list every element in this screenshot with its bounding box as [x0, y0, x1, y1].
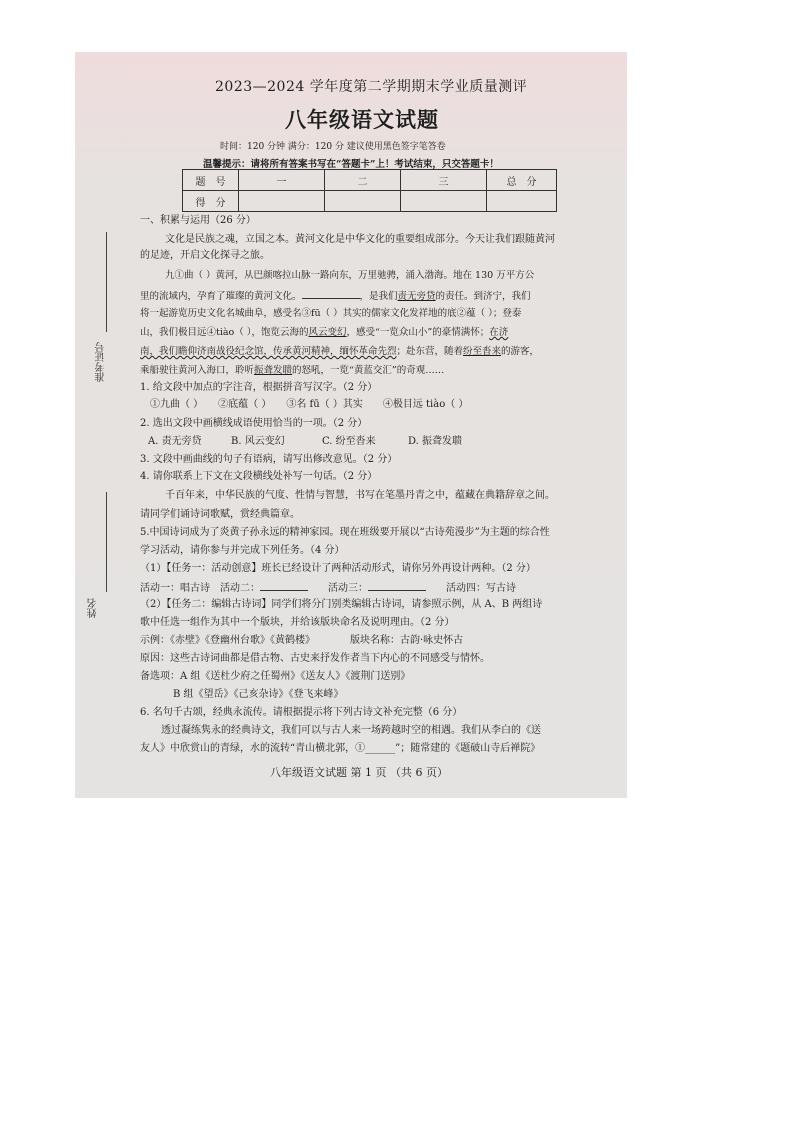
exam-meta: 时间：120 分钟 满分：120 分 建议使用黑色签字笔答卷 [220, 142, 446, 152]
example-section-name: 版块名称：古韵·咏史怀古 [350, 635, 464, 646]
activity-1: 活动一：唱古诗 [140, 583, 210, 594]
paragraph-line: 友人》中欣赏山的青绿，水的流转“青山横北郭，①______”；随常建的《题破山寺后禅院》 [140, 743, 541, 754]
example-line [140, 634, 463, 647]
paragraph-line: 的足迹，开启文化探寻之旅。 [140, 250, 270, 261]
text-span: 里的流域内，孕育了璀璨的黄河文化。 [140, 291, 302, 302]
option-d: D. 振聋发聩 [408, 436, 463, 447]
paragraph-line: 将一起游览历史文化名城曲阜，感受名③fū（ ）其实的儒家文化发祥地的底②蕴（ ）；登泰 [140, 308, 522, 319]
paragraph-line: 请同学们诵诗词歌赋，赏经典篇章。 [140, 509, 300, 520]
exam-tip: 温馨提示：请将所有答案书写在“答题卡”上！考试结束，只交答题卡！ [203, 159, 499, 170]
option-c: C. 纷至沓来 [322, 436, 376, 447]
exam-year-title: 2023—2024 学年度第二学期期末学业质量测评 [215, 79, 528, 95]
paragraph-line [140, 364, 444, 377]
task-1-activities [140, 580, 516, 595]
score-header-row [183, 170, 557, 191]
name-label: 姓名 [88, 598, 99, 618]
score-cell: 题 号 [183, 170, 239, 191]
score-cell: 二 [325, 170, 401, 191]
text-span: 的游客， [501, 346, 540, 357]
option-group-b: B 组《望岳》《己亥杂诗》《登飞来峰》 [173, 689, 344, 700]
option-b: B. 风云变幻 [231, 436, 285, 447]
fill-blank [260, 580, 308, 591]
task-2-cont: 歌中任选一组作为其中一个版块，并给该版块命名及说明理由。（2 分） [140, 617, 455, 628]
exam-main-title: 八年级语文试题 [285, 107, 439, 132]
paragraph-line: 九①曲（ ）黄河，从巴颜喀拉山脉一路向东，万里驰骋，涌入渤海。地在 130 万平方公 [165, 270, 535, 281]
activity-4: 活动四：写古诗 [446, 583, 516, 594]
score-cell: 三 [401, 170, 487, 191]
score-value-row [183, 191, 557, 212]
idiom-underlined: 振聋发聩 [254, 365, 293, 376]
question-1-items: ①九曲（ ） ②底蕴（ ） ③名 fū（ ）其实 ④极目远 tiào（ ） [150, 399, 469, 410]
score-cell: 一 [239, 170, 325, 191]
name-line [106, 492, 107, 592]
idiom-underlined: 纷至沓来 [463, 346, 502, 357]
reason-line: 原因：这些古诗词曲都是借古物、古史来抒发作者当下内心的不同感受与情怀。 [140, 653, 490, 664]
task-2: （2）【任务二：编辑古诗词】同学们将分门别类编辑古诗词，请参照示例，从 A、B 两组诗 [140, 599, 543, 610]
exam-page [75, 52, 627, 798]
score-cell [487, 191, 557, 212]
text-span: 山，我们极目远④tiào（ ），饱览云海的 [140, 327, 309, 338]
example-poems: 示例：《赤壁》《登幽州台歌》《黄鹤楼》 [140, 635, 310, 646]
text-span: ，感受“一览众山小”的豪情满怀； [346, 327, 490, 338]
paragraph-line: 文化是民族之魂，立国之本。黄河文化是中华文化的重要组成部分。今天让我们跟随黄河 [165, 234, 555, 245]
question-5-cont: 学习活动，请你参与并完成下列任务。（4 分） [140, 545, 345, 556]
question-1: 1. 给文段中加点的字注音，根据拼音写汉字。（2 分） [140, 382, 378, 393]
text-span: 的责任。到济宁，我们 [435, 291, 531, 302]
fill-blank [368, 580, 426, 591]
text-span: 的怒吼，一览“黄蓝交汇”的奇观…… [292, 365, 445, 376]
paragraph-line [140, 288, 531, 303]
section-heading: 一、积累与运用（26 分） [140, 215, 256, 226]
paragraph-line: 透过凝练隽永的经典诗文，我们可以与古人来一场跨越时空的相遇。我们从李白的《送 [161, 725, 541, 736]
option-group-a: 备选项：A 组《送杜少府之任蜀州》《送友人》《渡荆门送别》 [140, 671, 411, 682]
question-4: 4. 请你联系上下文在文段横线处补写一句话。（2 分） [140, 471, 378, 482]
fill-blank [302, 288, 360, 299]
score-cell: 得 分 [183, 191, 239, 212]
text-span: 乘船驶往黄河入海口，聆听 [140, 365, 255, 376]
paragraph-line [140, 326, 508, 339]
score-table [182, 169, 557, 212]
page-footer: 八年级语文试题 第 1 页 （共 6 页） [270, 766, 448, 779]
wavy-sentence: 在济 [489, 327, 509, 338]
question-3: 3. 文段中画曲线的句子有语病，请写出修改意见。（2 分） [140, 454, 398, 465]
wavy-sentence: 南，我们瞻仰济南战役纪念馆，传承黄河精神，缅怀革命先烈 [140, 346, 397, 357]
idiom-underlined: 责无旁贷 [397, 291, 436, 302]
exam-id-label: 准考证号 [96, 342, 107, 382]
text-span: ；赴东营，随着 [396, 346, 464, 357]
exam-id-line [106, 232, 107, 332]
score-cell [239, 191, 325, 212]
score-cell [325, 191, 401, 212]
score-cell [401, 191, 487, 212]
question-6: 6. 名句千古颂，经典永流传。请根据提示将下列古诗文补充完整（6 分） [140, 707, 463, 718]
paragraph-line [140, 345, 539, 358]
question-2: 2. 选出文段中画横线成语使用恰当的一项。（2 分） [140, 418, 368, 429]
idiom-underlined: 风云变幻 [308, 327, 347, 338]
activity-2: 活动二： [220, 583, 260, 594]
option-a: A. 责无旁贷 [148, 436, 202, 447]
question-5: 5.中国诗词成为了炎黄子孙永远的精神家园。现在班级要开展以“古诗苑漫步”为主题的综合性 [140, 527, 550, 538]
text-span: ，是我们 [359, 291, 398, 302]
task-1: （1）【任务一：活动创意】班长已经设计了两种活动形式，请你另外再设计两种。（2 分） [140, 563, 536, 574]
paragraph-line: 千百年来，中华民族的气度、性情与智慧，书写在笔墨丹青之中，蕴藏在典籍辞章之间。 [165, 490, 555, 501]
activity-3: 活动三： [328, 583, 368, 594]
score-cell: 总 分 [487, 170, 557, 191]
